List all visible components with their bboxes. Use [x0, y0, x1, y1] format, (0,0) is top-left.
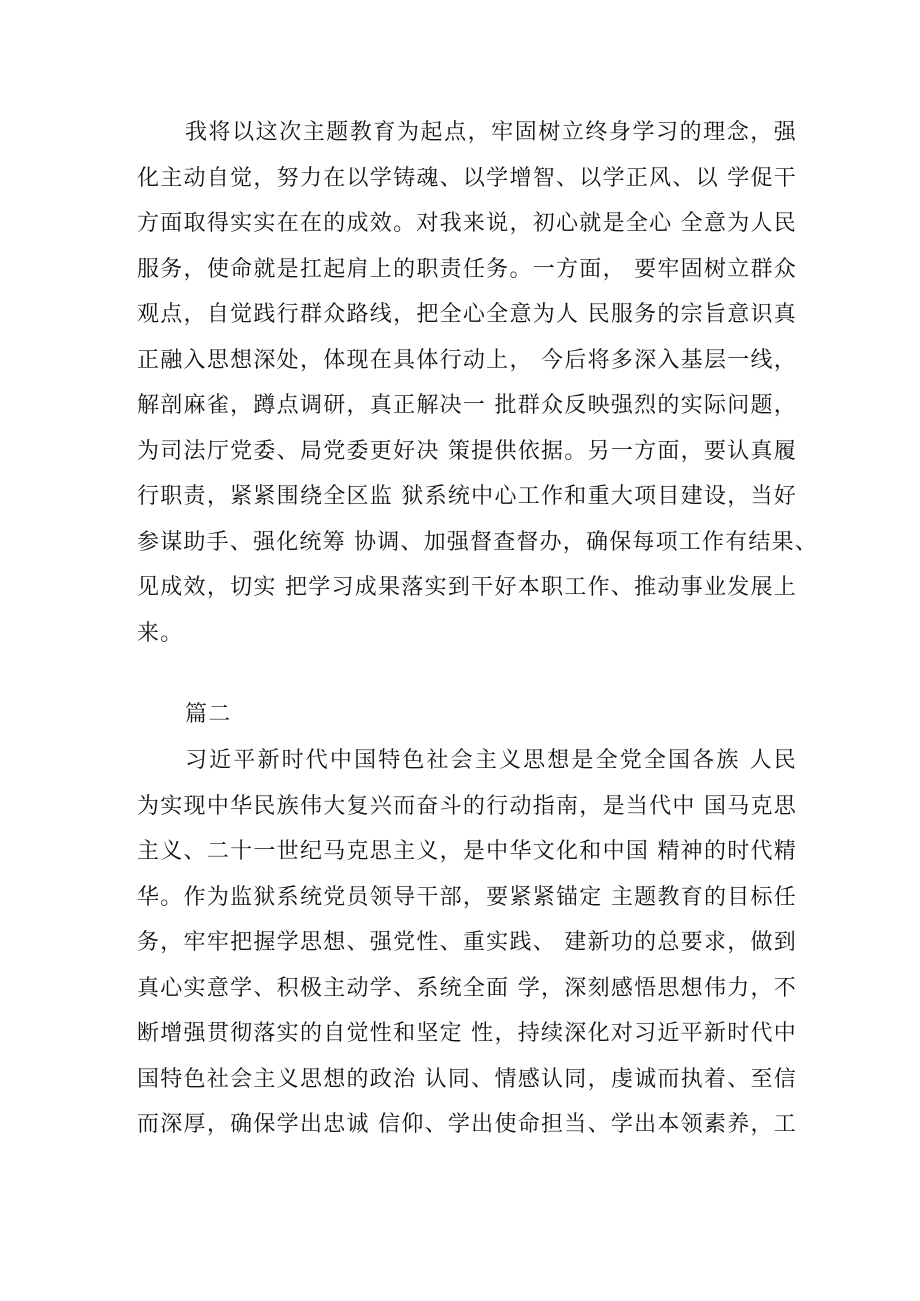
text-line: 服务，使命就是扛起肩上的职责任务。一方面， 要牢固树立群众: [137, 256, 797, 282]
paragraph-2: [137, 738, 797, 1148]
paragraph-1: [137, 110, 818, 656]
text-line: 断增强贯彻落实的自觉性和坚定 性，持续深化对习近平新时代中: [137, 1021, 797, 1046]
text-line: 方面取得实实在在的成效。对我来说，初心就是全心 全意为人民: [137, 211, 797, 236]
text-line: 观点，自觉践行群众路线，把全心全意为人 民服务的宗旨意识真: [137, 302, 797, 327]
text-line: 参谋助手、强化统筹 协调、加强督查督办，确保每项工作有结果、: [137, 529, 818, 555]
text-line: 主义、二十一世纪马克思主义，是中华文化和中国 精神的时代精: [137, 839, 797, 864]
text-line: 我将以这次主题教育为起点，牢固树立终身学习的理念，强: [185, 120, 797, 145]
text-line: 为司法厅党委、局党委更好决 策提供依据。另一方面，要认真履: [137, 438, 797, 464]
text-line: 华。作为监狱系统党员领导干部，要紧紧锚定 主题教育的目标任: [137, 884, 797, 910]
section-heading-text: 篇二: [185, 702, 232, 727]
text-line: 见成效，切实 把学习成果落实到干好本职工作、推动事业发展上: [137, 575, 797, 600]
text-line: 为实现中华民族伟大复兴而奋斗的行动指南，是当代中 国马克思: [137, 793, 797, 819]
text-line: 化主动自觉，努力在以学铸魂、以学增智、以学正风、以 学促干: [137, 165, 797, 191]
text-line: 来。: [137, 620, 184, 646]
section-heading: [137, 692, 797, 738]
text-line: 解剖麻雀，蹲点调研，真正解决一 批群众反映强烈的实际问题，: [137, 393, 797, 418]
text-line: 真心实意学、积极主动学、系统全面 学，深刻感悟思想伟力，不: [137, 975, 797, 1001]
text-line: 习近平新时代中国特色社会主义思想是全党全国各族 人民: [185, 748, 797, 773]
text-line: 而深厚，确保学出忠诚 信仰、学出使命担当、学出本领素养，工: [137, 1112, 797, 1137]
text-line: 正融入思想深处，体现在具体行动上， 今后将多深入基层一线，: [137, 347, 797, 373]
text-line: 务，牢牢把握学思想、强党性、重实践、 建新功的总要求，做到: [137, 930, 797, 955]
text-line: 国特色社会主义思想的政治 认同、情感认同，虔诚而执着、至信: [137, 1066, 797, 1092]
text-line: 行职责，紧紧围绕全区监 狱系统中心工作和重大项目建设，当好: [137, 484, 797, 509]
